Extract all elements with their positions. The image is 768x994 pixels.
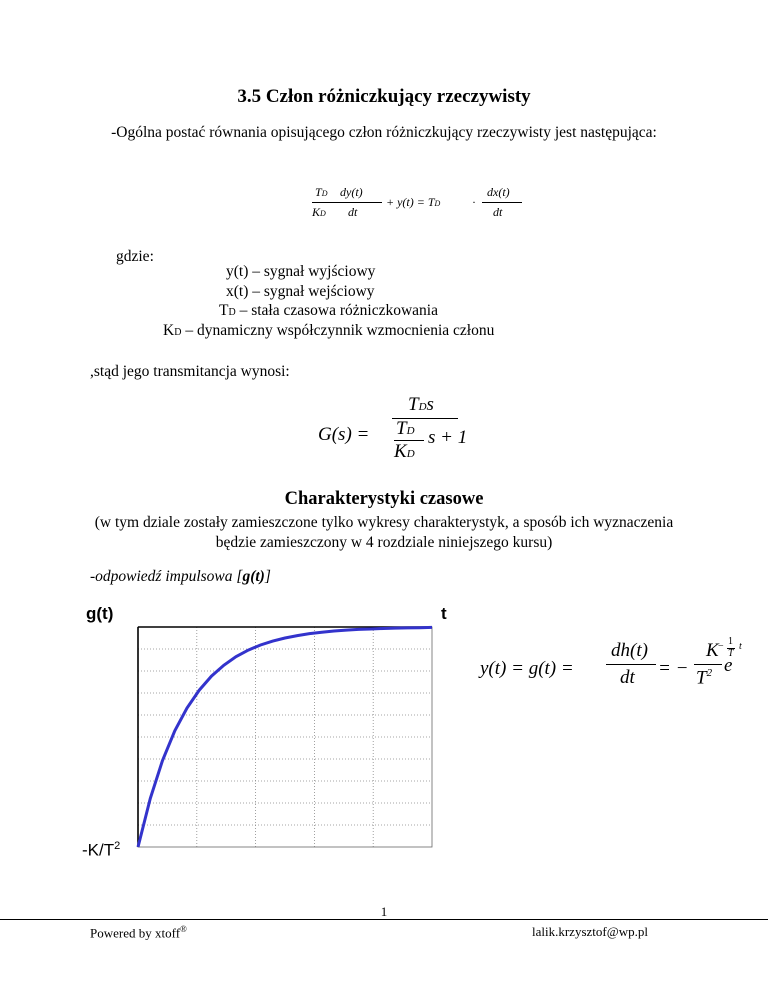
where-label: gdzie: (116, 248, 154, 265)
page-title: 3.5 Człon różniczkujący rzeczywisty (237, 86, 531, 107)
x-axis-label: t (441, 604, 447, 623)
definition-time-constant: TD – stała czasowa różniczkowania (219, 302, 438, 319)
footer-rule (0, 919, 768, 920)
definition-input: x(t) – sygnał wejściowy (226, 283, 375, 300)
page-number: 1 (380, 904, 388, 919)
section-note: (w tym dziale zostały zamieszczone tylko wykresy charakterystyk, a sposób ich wyznaczenia będzie zamieszczony w 4 rozdziale niniejszego kursu) (94, 514, 674, 551)
intro-paragraph: -Ogólna postać równania opisującego człon różniczkujący rzeczywisty jest następująca: (111, 124, 657, 141)
footer-credit: Powered by xtoff® (90, 924, 187, 941)
definition-output: y(t) – sygnał wyjściowy (226, 263, 376, 280)
definition-gain: KD – dynamiczny współczynnik wzmocnienia członu (163, 322, 495, 339)
y-min-label: $-K/T^2$ (82, 840, 121, 860)
section-title: Charakterystyki czasowe (284, 489, 484, 509)
transfer-intro: ,stąd jego transmitancja wynosi: (90, 363, 290, 380)
footer-email: lalik.krzysztof@wp.pl (532, 924, 648, 939)
differential-equation: TD dy(t) KD dt + y(t) = TD · dx(t) dt (300, 180, 500, 230)
transfer-function: G(s) = TDs TD KD s + 1 (318, 394, 468, 462)
y-axis-label: g(t) (86, 604, 114, 623)
exponent: − 1 T t (718, 636, 742, 659)
impulse-response-label: -odpowiedź impulsowa [g(t)] (90, 568, 271, 585)
impulse-formula: y(t) = g(t) = dh(t) dt = − K $T^2$ e (480, 640, 733, 689)
